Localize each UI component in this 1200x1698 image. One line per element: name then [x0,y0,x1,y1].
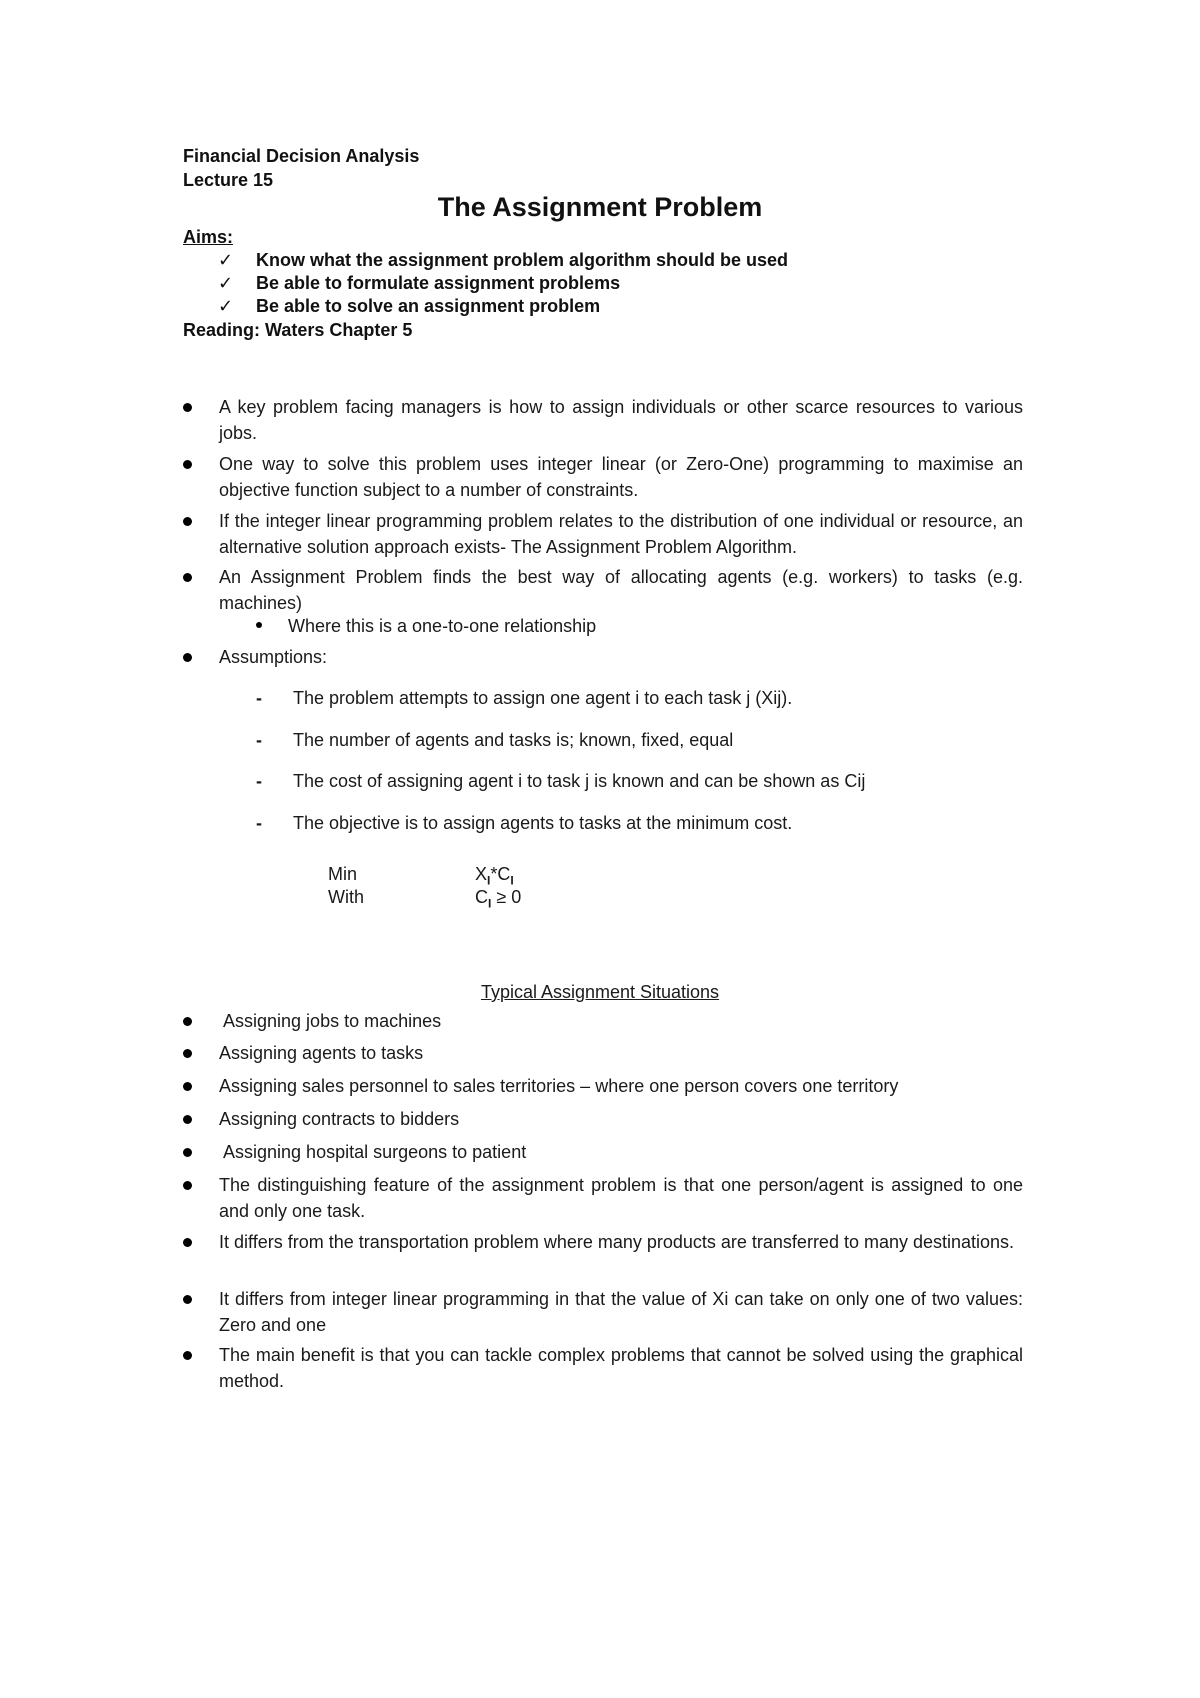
dash-icon: - [256,771,262,791]
list-item [183,1342,1023,1394]
aim-item [218,250,788,271]
list-item [183,1286,1023,1338]
list-item [183,1106,1023,1132]
dash-icon: - [256,688,262,708]
bullet-icon [183,517,192,526]
list-item-text: It differs from integer linear programming in that the value of Xi can take on only one of two values: Zero and one [219,1289,1023,1335]
assumptions-label: Assumptions: [219,647,328,667]
assumption-text: The cost of assigning agent i to task j is known and can be shown as Cij [293,771,866,791]
list-item-text: If the integer linear programming problem relates to the distribution of one individual or resource, an alternative solution approach exists- The Assignment Problem Algorithm. [219,511,1023,557]
bullet-icon [183,1148,192,1157]
bullet-icon [183,1017,192,1026]
section-title: Typical Assignment Situations [480,982,720,1002]
list-item [183,451,1023,503]
aim-text: Be able to formulate assignment problems [256,273,621,293]
bullet-icon [183,573,192,582]
aim-text: Be able to solve an assignment problem [256,296,601,316]
list-item-text: An Assignment Problem finds the best way of allocating agents (e.g. workers) to tasks (e.g. machines) [219,567,1023,613]
sub-list-item-text: Where this is a one-to-one relationship [288,616,597,636]
formula-min-expression: $X_I*C_I$ [475,864,514,888]
list-item-text: A key problem facing managers is how to assign individuals or other scarce resources to various jobs. [219,397,1023,443]
list-item-text: Assigning jobs to machines [219,1011,442,1031]
lecture-number: Lecture 15 [183,170,274,190]
bullet-icon [183,1351,192,1360]
bullet-icon [183,1295,192,1304]
sub-bullet-icon [256,622,262,628]
list-item-text: Assigning hospital surgeons to patient [219,1142,527,1162]
reading-reference: Reading: Waters Chapter 5 [183,320,413,340]
list-item-text: One way to solve this problem uses integer linear (or Zero-One) programming to maximise an objective function subject to a number of constraints. [219,454,1023,500]
aim-item [218,296,600,317]
bullet-icon [183,653,192,662]
list-item [183,564,1023,616]
formula-with-label: With [328,887,364,907]
assumption-text: The problem attempts to assign one agent i to each task j (Xij). [293,688,793,708]
list-item [183,1172,1023,1224]
list-item-text: The distinguishing feature of the assignment problem is that one person/agent is assigned to one and only one task. [219,1175,1023,1221]
aim-text: Know what the assignment problem algorithm should be used [256,250,789,270]
bullet-icon [183,460,192,469]
list-item-text: Assigning contracts to bidders [219,1109,460,1129]
assumption-item [256,771,865,792]
assumption-item [256,688,792,709]
bullet-icon [183,1115,192,1124]
bullet-icon [183,1049,192,1058]
list-item [183,1139,1023,1165]
dash-icon: - [256,813,262,833]
assumption-text: The objective is to assign agents to tasks at the minimum cost. [293,813,793,833]
list-item-text: Assigning sales personnel to sales territories – where one person covers one territory [219,1076,899,1096]
checkmark-icon: ✓ [218,273,234,293]
list-item-text: It differs from the transportation problem where many products are transferred to many destinations. [219,1232,1015,1252]
list-item [183,1040,1023,1066]
list-item-text: The main benefit is that you can tackle complex problems that cannot be solved using the graphical method. [219,1345,1023,1391]
assumption-item [256,730,733,751]
bullet-icon [183,1238,192,1247]
assumption-item [256,813,792,834]
checkmark-icon: ✓ [218,296,234,316]
list-item [183,508,1023,560]
list-item [183,644,1023,670]
bullet-icon [183,403,192,412]
list-item [183,1008,1023,1034]
assumption-text: The number of agents and tasks is; known, fixed, equal [293,730,734,750]
checkmark-icon: ✓ [218,250,234,270]
sub-list-item [256,616,596,637]
formula-min-label: Min [328,864,358,884]
list-item [183,1073,1023,1099]
formula-with-expression: $C_I \ge 0$ [475,887,522,911]
bullet-icon [183,1082,192,1091]
bullet-icon [183,1181,192,1190]
dash-icon: - [256,730,262,750]
list-item-text: Assigning agents to tasks [219,1043,424,1063]
course-name: Financial Decision Analysis [183,146,420,166]
page-title: The Assignment Problem [437,192,763,222]
list-item [183,1229,1023,1255]
aim-item [218,273,620,294]
list-item [183,394,1023,446]
aims-label: Aims: [183,227,234,247]
